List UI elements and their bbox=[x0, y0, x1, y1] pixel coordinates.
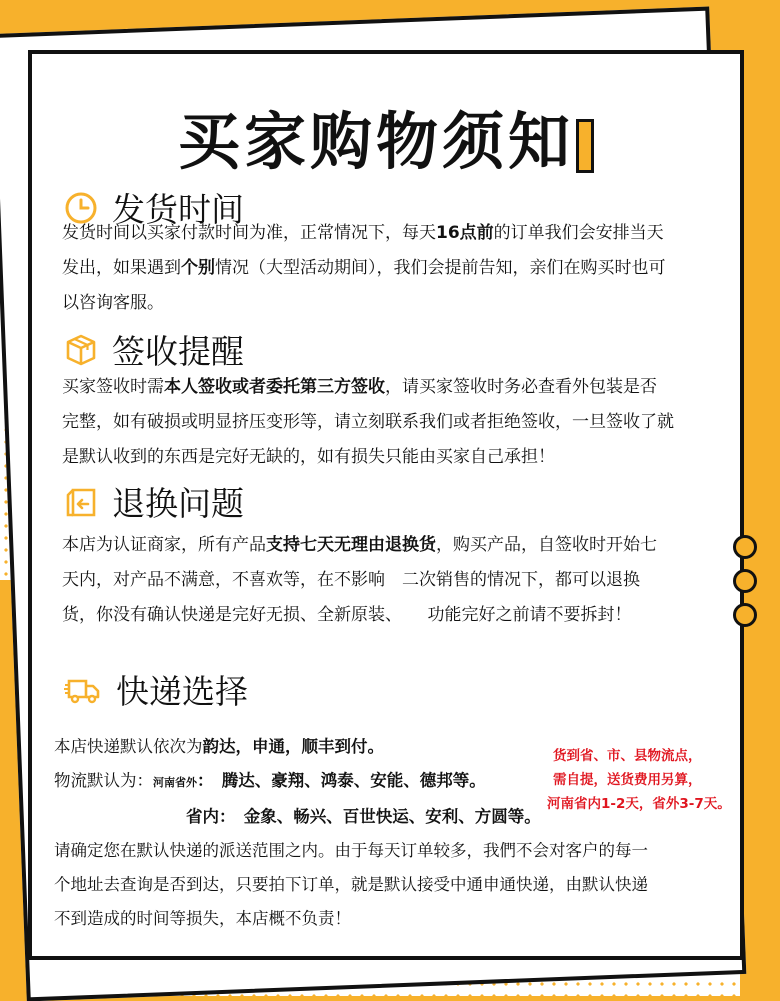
body-line bbox=[62, 370, 722, 405]
emphasis-text: 16点前 bbox=[436, 223, 494, 243]
body-line bbox=[62, 563, 722, 598]
body-text: 完整，如有破损或明显挤压变形等，请立刻联系我们或者拒绝签收，一旦签收了就 bbox=[62, 412, 674, 432]
body-line bbox=[54, 834, 744, 868]
body-text: 物流默认为： bbox=[54, 771, 153, 790]
section-heading: 签收提醒 bbox=[112, 332, 244, 371]
emphasis-text: ： 腾达、豪翔、鸿泰、安能、德邦等。 bbox=[197, 771, 486, 790]
emphasis-text: 本人签收或者委托第三方签收 bbox=[164, 377, 385, 397]
body-text: 发出，如果遇到 bbox=[62, 258, 181, 278]
body-text: 是默认收到的东西是完好无缺的，如有损失只能由买家自己承担！ bbox=[62, 447, 555, 467]
binder-ring bbox=[733, 603, 757, 627]
section-heading: 发货时间 bbox=[112, 190, 244, 229]
body-text: ，购买产品，自签收时开始七 bbox=[436, 535, 657, 555]
shipping-note-line: 河南省内1-2天，省外3-7天。 bbox=[547, 796, 731, 812]
section-body bbox=[62, 528, 722, 633]
body-text: 的订单我们会安排当天 bbox=[493, 223, 664, 243]
body-text: 货，你没有确认快递是完好无损、全新原装、 功能完好之前请不要拆封！ bbox=[62, 605, 632, 625]
emphasis-text: 支持七天无理由退换货 bbox=[266, 535, 436, 555]
body-text: 买家签收时需 bbox=[62, 377, 164, 397]
body-text: 天内，对产品不满意，不喜欢等，在不影响 二次销售的情况下，都可以退换 bbox=[62, 570, 640, 590]
body-line bbox=[54, 868, 744, 902]
section-body bbox=[62, 370, 722, 475]
body-text: 请确定您在默认快递的派送范围之内。由于每天订单较多，我們不会对客户的每一 bbox=[54, 841, 648, 860]
title-text: 买家购物须知 bbox=[177, 105, 574, 178]
truck-icon bbox=[64, 673, 102, 707]
body-line bbox=[62, 405, 722, 440]
body-line bbox=[62, 286, 722, 321]
emphasis-text: 省内： 金象、畅兴、百世快运、安利、方圆等。 bbox=[54, 807, 541, 826]
notice-card bbox=[28, 50, 744, 960]
section-body bbox=[62, 216, 722, 321]
body-line bbox=[62, 528, 722, 563]
body-text: ，请买家签收时务必查看外包装是否 bbox=[385, 377, 657, 397]
body-text: 本店为认证商家，所有产品 bbox=[62, 535, 266, 555]
shipping-note-line: 需自提，送货费用另算， bbox=[553, 772, 702, 788]
section-heading: 快递选择 bbox=[116, 672, 248, 711]
body-text: 本店快递默认依次为 bbox=[54, 737, 203, 756]
body-text: 不到造成的时间等损失，本店概不负责！ bbox=[54, 909, 351, 928]
body-text: 发货时间以买家付款时间为准，正常情况下，每天 bbox=[62, 223, 436, 243]
body-text: 以咨询客服。 bbox=[62, 293, 164, 313]
body-text: 个地址去查询是否到达，只要拍下订单，就是默认接受中通申通快递，由默认快递 bbox=[54, 875, 648, 894]
section-heading: 退换问题 bbox=[112, 484, 244, 523]
title-accent-bar bbox=[576, 119, 594, 173]
package-icon bbox=[64, 333, 98, 367]
page-title bbox=[32, 92, 740, 181]
body-line bbox=[54, 902, 744, 936]
body-line bbox=[62, 598, 722, 633]
return-icon bbox=[64, 485, 98, 519]
shipping-note bbox=[547, 744, 731, 816]
emphasis-text: 个别 bbox=[181, 258, 215, 278]
region-tag: 河南省外 bbox=[153, 776, 197, 789]
section-returns-header bbox=[64, 478, 244, 525]
section-courier-header bbox=[64, 666, 248, 713]
body-line bbox=[62, 216, 722, 251]
binder-ring bbox=[733, 535, 757, 559]
body-line bbox=[62, 440, 722, 475]
emphasis-text: 韵达，申通，顺丰到付。 bbox=[202, 737, 384, 756]
binder-ring bbox=[733, 569, 757, 593]
shipping-note-line: 货到省、市、县物流点， bbox=[553, 748, 702, 764]
body-text: 情况（大型活动期间），我们会提前告知，亲们在购买时也可 bbox=[215, 258, 666, 278]
body-line bbox=[62, 251, 722, 286]
section-sign-reminder-header bbox=[64, 326, 244, 373]
